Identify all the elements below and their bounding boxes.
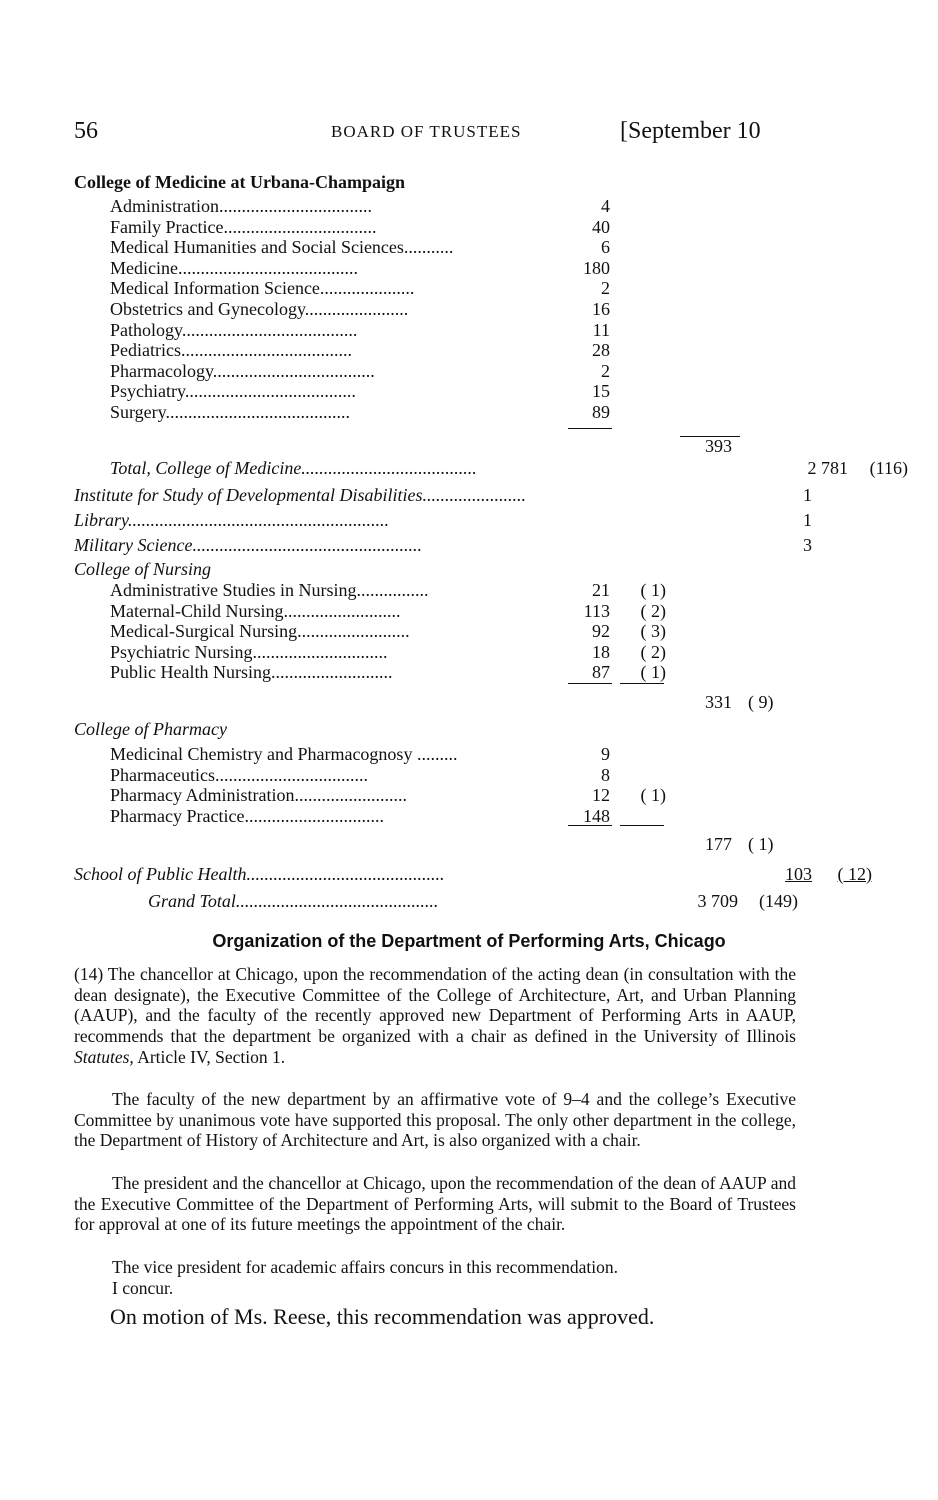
- nursing-rule: [568, 683, 612, 684]
- row-label: Pathology.......................................: [110, 319, 358, 340]
- medicine-total-value: 2 781: [807, 458, 848, 478]
- row-label: Pharmacy Practice...............................: [110, 805, 384, 826]
- medicine-row: [110, 258, 670, 279]
- row-paren: ( 1): [640, 785, 666, 806]
- singles-row: [74, 485, 812, 506]
- row-label: Medical-Surgical Nursing.........................: [110, 621, 410, 642]
- nursing-row: [110, 580, 670, 601]
- medicine-total-row: [110, 458, 908, 479]
- paragraph-14-text: (14) The chancellor at Chicago, upon the recommendation of the acting dean (in consultation with the dean designate), the Executive Committee of the College of Architecture, Art, and Urban Planning (AAUP), and the faculty of the recently approved new Department of Performing Arts in AAUP, recommends that the department be organized with a chair as defined in the University of Illinois: [74, 964, 796, 1047]
- medicine-subtotal-rule: [568, 428, 612, 429]
- row-paren: ( 2): [640, 600, 666, 621]
- pharmacy-row: [110, 785, 670, 806]
- pharmacy-rule: [568, 825, 612, 826]
- grand-total-value: 3 709: [697, 891, 738, 911]
- paragraph-14-end: Article IV, Section 1.: [133, 1046, 286, 1067]
- row-label: Public Health Nursing...........................: [110, 662, 393, 683]
- row-value: 89: [592, 402, 610, 422]
- row-label: Medicinal Chemistry and Pharmacognosy .........: [110, 744, 458, 764]
- medicine-row: [110, 237, 670, 258]
- single-label: Institute for Study of Developmental Disabilities.......................: [74, 485, 526, 505]
- nursing-row: [110, 642, 670, 663]
- public-health-value: 103: [785, 864, 812, 884]
- row-label: Administration..................................: [110, 196, 372, 216]
- public-health-row: [74, 864, 872, 885]
- row-paren: ( 1): [640, 662, 666, 683]
- row-value: 2: [601, 278, 610, 299]
- row-value: 40: [592, 216, 610, 237]
- row-value: 180: [583, 257, 610, 278]
- row-value: 21: [592, 580, 610, 600]
- medicine-row: [110, 361, 670, 382]
- medicine-row: [110, 299, 670, 320]
- row-label: Psychiatric Nursing..............................: [110, 641, 388, 662]
- row-value: 113: [583, 600, 610, 621]
- row-label: Maternal-Child Nursing..........................: [110, 600, 401, 621]
- grand-total-paren: (149): [759, 891, 798, 911]
- pharmacy-subtotal-paren: ( 1): [748, 834, 774, 854]
- single-label: Library..........................................................: [74, 510, 390, 530]
- single-value: 1: [803, 485, 812, 505]
- single-value: 3: [803, 535, 812, 555]
- pharmacy-row: [110, 765, 670, 786]
- row-value: 12: [592, 785, 610, 806]
- medicine-row: [110, 402, 670, 423]
- nursing-row: [110, 662, 670, 683]
- row-label: Obstetrics and Gynecology.......................: [110, 299, 409, 319]
- single-label: Military Science...................................................: [74, 535, 422, 555]
- medicine-subtotal: 393: [705, 436, 732, 456]
- public-health-paren: ( 12): [837, 864, 872, 884]
- pharmacy-row: [110, 744, 670, 765]
- row-paren: ( 2): [640, 641, 666, 662]
- running-header-date: [September 10: [620, 118, 761, 144]
- paragraph-faculty-vote: The faculty of the new department by an affirmative vote of 9–4 and the college’s Executive Committee by unanimous vote have supported this proposal. The only other department in the college, the Department of History of Architecture and Art, is also organized with a chair.: [74, 1089, 796, 1151]
- row-value: 92: [592, 621, 610, 642]
- medicine-row: [110, 196, 670, 217]
- statutes-italic: Statutes,: [74, 1046, 134, 1067]
- row-label: Medical Information Science.....................: [110, 278, 415, 299]
- nursing-heading: College of Nursing: [74, 559, 212, 579]
- row-label: Pharmacology....................................: [110, 360, 375, 381]
- row-label: Medical Humanities and Social Sciences...........: [110, 237, 454, 258]
- pharmacy-paren-rule: [620, 825, 664, 826]
- grand-total-row: [148, 891, 808, 912]
- row-label: Medicine........................................: [110, 257, 358, 278]
- nursing-paren-rule: [620, 683, 664, 684]
- row-label: Psychiatry......................................: [110, 381, 356, 402]
- singles-row: [74, 510, 812, 531]
- row-value: 6: [601, 237, 610, 258]
- running-header-title: BOARD OF TRUSTEES: [331, 122, 522, 141]
- page-number: 56: [74, 118, 98, 144]
- paragraph-vice-president: The vice president for academic affairs concurs in this recommendation.: [112, 1257, 619, 1277]
- row-paren: ( 1): [640, 580, 666, 600]
- row-value: 11: [592, 319, 610, 340]
- row-value: 8: [601, 764, 610, 785]
- medicine-total-paren: (116): [869, 458, 908, 478]
- medicine-row: [110, 217, 670, 238]
- medicine-total-label: Total, College of Medicine.......................................: [110, 458, 477, 478]
- row-value: 16: [592, 299, 610, 319]
- paragraph-concur: I concur.: [112, 1278, 174, 1298]
- row-value: 148: [583, 805, 610, 826]
- public-health-label: School of Public Health............................................: [74, 864, 445, 884]
- row-label: Pediatrics......................................: [110, 340, 352, 361]
- medicine-row: [110, 340, 670, 361]
- medicine-total-rule: [680, 436, 740, 437]
- pharmacy-row: [110, 806, 670, 827]
- row-value: 28: [592, 340, 610, 361]
- row-value: 15: [592, 381, 610, 402]
- nursing-subtotal: 331: [705, 692, 732, 712]
- row-value: 9: [601, 744, 610, 764]
- single-value: 1: [803, 510, 812, 530]
- row-paren: ( 3): [640, 621, 666, 642]
- medicine-row: [110, 278, 670, 299]
- row-value: 2: [601, 360, 610, 381]
- medicine-row: [110, 320, 670, 341]
- row-label: Administrative Studies in Nursing................: [110, 580, 429, 600]
- nursing-subtotal-paren: ( 9): [748, 692, 774, 712]
- row-value: 87: [592, 662, 610, 683]
- pharmacy-heading: College of Pharmacy: [74, 719, 227, 739]
- row-label: Pharmaceutics..................................: [110, 764, 368, 785]
- paragraph-14: [74, 964, 796, 1068]
- singles-row: [74, 535, 812, 556]
- department-heading: Organization of the Department of Performing Arts, Chicago: [212, 931, 726, 951]
- row-label: Surgery.........................................: [110, 402, 350, 422]
- grand-total-label: Grand Total.............................................: [148, 891, 439, 911]
- medicine-row: [110, 381, 670, 402]
- pharmacy-subtotal: 177: [705, 834, 732, 854]
- row-label: Family Practice..................................: [110, 216, 377, 237]
- nursing-row: [110, 601, 670, 622]
- nursing-row: [110, 621, 670, 642]
- row-value: 4: [601, 196, 610, 216]
- row-label: Pharmacy Administration.........................: [110, 785, 407, 806]
- paragraph-submission: The president and the chancellor at Chicago, upon the recommendation of the dean of AAUP and the Executive Committee of the Department of Performing Arts, will submit to the Board of Trustees for approval at one of its future meetings the appointment of the chair.: [74, 1173, 796, 1235]
- row-value: 18: [592, 641, 610, 662]
- motion-approved: On motion of Ms. Reese, this recommendation was approved.: [110, 1304, 655, 1329]
- medicine-heading: College of Medicine at Urbana-Champaign: [74, 172, 405, 192]
